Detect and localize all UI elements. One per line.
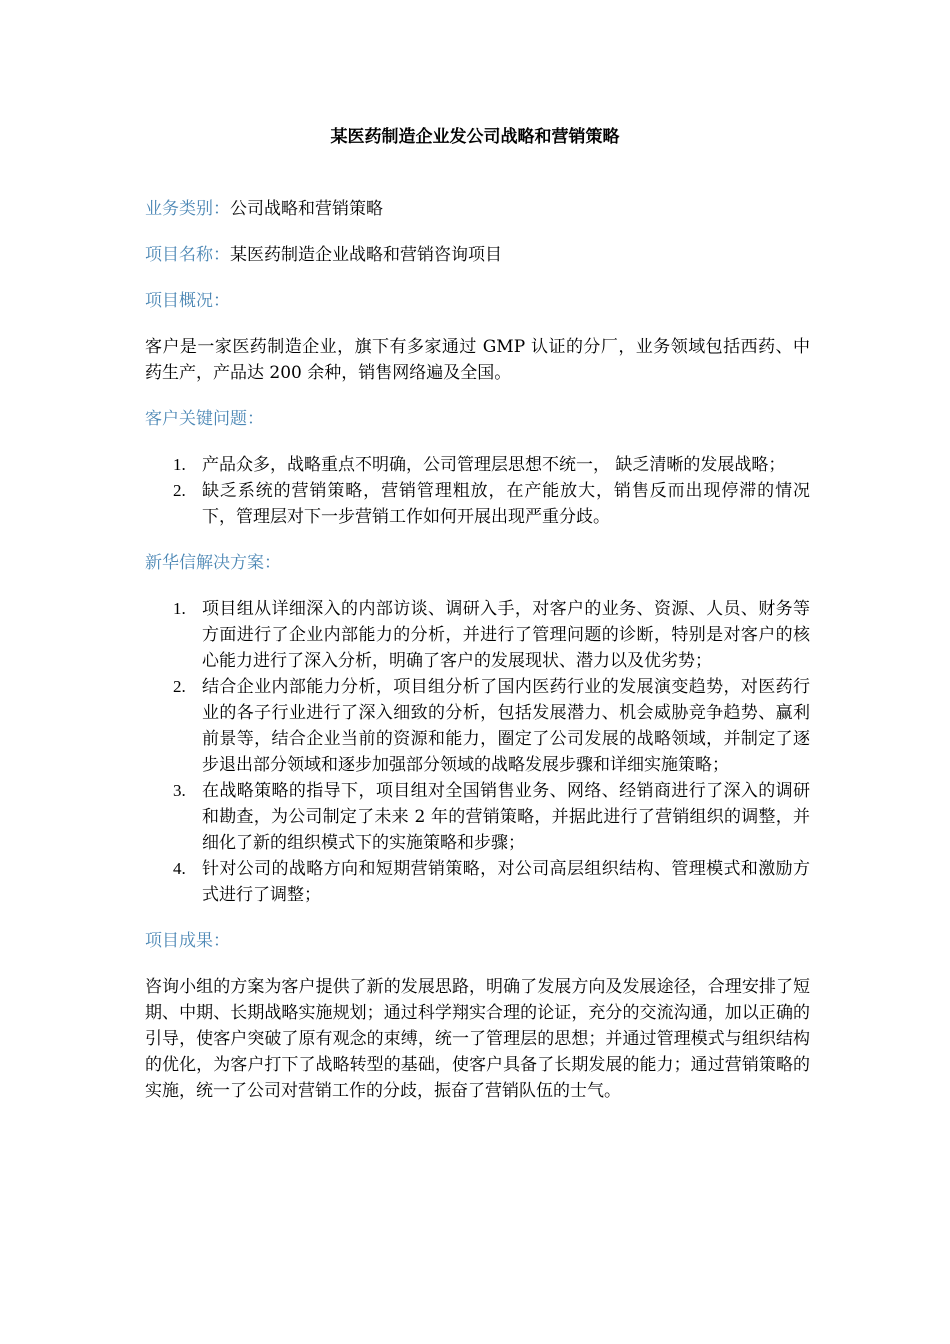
list-text: 缺乏系统的营销策略，营销管理粗放，在产能放大，销售反而出现停滞的情况下，管理层对下一步营销工作如何开展出现严重分歧。: [202, 481, 810, 527]
overview-heading: 项目概况：: [145, 291, 230, 311]
solutions-heading: 新华信解决方案：: [145, 553, 281, 573]
list-text: 项目组从详细深入的内部访谈、调研入手，对客户的业务、资源、人员、财务等方面进行了企业内部能力的分析，并进行了管理问题的诊断，特别是对客户的核心能力进行了深入分析，明确了客户的发展现状、潜力以及优劣势；: [202, 599, 810, 671]
list-text: 产品众多，战略重点不明确，公司管理层思想不统一， 缺乏清晰的发展战略；: [202, 455, 786, 475]
list-item: [145, 596, 810, 674]
list-number: 1.: [173, 455, 186, 474]
issues-heading: 客户关键问题：: [145, 409, 264, 429]
list-number: 2.: [173, 677, 186, 696]
business-type-label: 业务类别：: [145, 199, 230, 219]
project-name-value: 某医药制造企业战略和营销咨询项目: [230, 245, 502, 265]
solutions-list: [145, 596, 810, 908]
list-number: 3.: [173, 781, 186, 800]
list-number: 2.: [173, 481, 186, 500]
results-heading: 项目成果：: [145, 931, 230, 951]
document-body: [145, 196, 810, 1104]
list-item: [145, 778, 810, 856]
list-item: [145, 856, 810, 908]
list-item: [145, 478, 810, 530]
list-item: [145, 452, 810, 478]
business-type-value: 公司战略和营销策略: [230, 199, 383, 219]
project-name-label: 项目名称：: [145, 245, 230, 265]
document-title: 某医药制造企业发公司战略和营销策略: [330, 127, 620, 147]
issues-list: [145, 452, 810, 530]
list-item: [145, 674, 810, 778]
list-number: 1.: [173, 599, 186, 618]
list-number: 4.: [173, 859, 186, 878]
list-text: 结合企业内部能力分析，项目组分析了国内医药行业的发展演变趋势，对医药行业的各子行业进行了深入细致的分析，包括发展潜力、机会威胁竞争趋势、赢利前景等，结合企业当前的资源和能力，圈定了公司发展的战略领域，并制定了逐步退出部分领域和逐步加强部分领域的战略发展步骤和详细实施策略；: [202, 677, 810, 775]
overview-paragraph: 客户是一家医药制造企业，旗下有多家通过 GMP 认证的分厂，业务领域包括西药、中药生产，产品达 200 余种，销售网络遍及全国。: [145, 337, 810, 383]
business-type-row: [145, 196, 810, 222]
list-text: 在战略策略的指导下，项目组对全国销售业务、网络、经销商进行了深入的调研和勘查，为公司制定了未来 2 年的营销策略，并据此进行了营销组织的调整，并细化了新的组织模式下的实施策略和步骤；: [202, 781, 810, 853]
results-paragraph: 咨询小组的方案为客户提供了新的发展思路，明确了发展方向及发展途径，合理安排了短期、中期、长期战略实施规划；通过科学翔实合理的论证，充分的交流沟通，加以正确的引导，使客户突破了原有观念的束缚，统一了管理层的思想；并通过管理模式与组织结构的优化，为客户打下了战略转型的基础，使客户具备了长期发展的能力；通过营销策略的实施，统一了公司对营销工作的分歧，振奋了营销队伍的士气。: [145, 977, 810, 1101]
list-text: 针对公司的战略方向和短期营销策略，对公司高层组织结构、管理模式和激励方式进行了调整；: [202, 859, 810, 905]
project-name-row: [145, 242, 810, 268]
